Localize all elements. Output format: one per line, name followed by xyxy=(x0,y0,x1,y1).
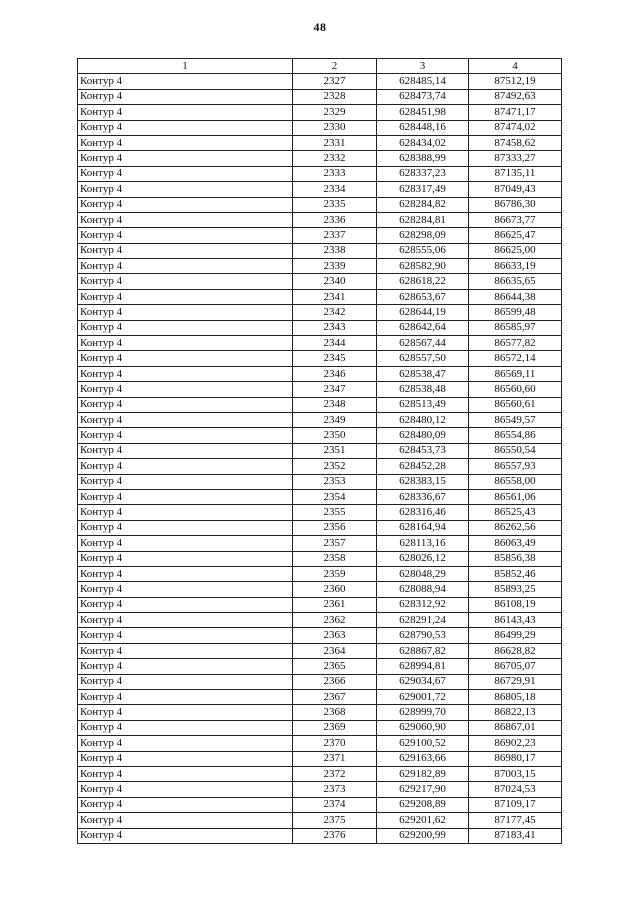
y-coordinate-cell: 86560,60 xyxy=(469,382,562,397)
x-coordinate-cell: 628618,22 xyxy=(377,274,469,289)
x-coordinate-cell: 628653,67 xyxy=(377,289,469,304)
column-header-2: 2 xyxy=(293,59,377,74)
y-coordinate-cell: 87333,27 xyxy=(469,151,562,166)
x-coordinate-cell: 628451,98 xyxy=(377,105,469,120)
table-row xyxy=(78,382,562,397)
contour-name-cell: Контур 4 xyxy=(78,166,293,181)
x-coordinate-cell: 628337,23 xyxy=(377,166,469,181)
x-coordinate-cell: 628383,15 xyxy=(377,474,469,489)
table-header xyxy=(78,59,562,74)
column-header-4: 4 xyxy=(469,59,562,74)
point-number-cell: 2350 xyxy=(293,428,377,443)
contour-name-cell: Контур 4 xyxy=(78,520,293,535)
contour-name-cell: Контур 4 xyxy=(78,351,293,366)
table-row xyxy=(78,659,562,674)
x-coordinate-cell: 628538,47 xyxy=(377,366,469,381)
y-coordinate-cell: 86108,19 xyxy=(469,597,562,612)
contour-name-cell: Контур 4 xyxy=(78,566,293,581)
x-coordinate-cell: 628480,09 xyxy=(377,428,469,443)
x-coordinate-cell: 628867,82 xyxy=(377,643,469,658)
y-coordinate-cell: 86525,43 xyxy=(469,505,562,520)
table-row xyxy=(78,751,562,766)
point-number-cell: 2369 xyxy=(293,720,377,735)
contour-name-cell: Контур 4 xyxy=(78,274,293,289)
y-coordinate-cell: 86673,77 xyxy=(469,212,562,227)
y-coordinate-cell: 86729,91 xyxy=(469,674,562,689)
contour-name-cell: Контур 4 xyxy=(78,412,293,427)
x-coordinate-cell: 629182,89 xyxy=(377,766,469,781)
point-number-cell: 2344 xyxy=(293,336,377,351)
table-row xyxy=(78,166,562,181)
point-number-cell: 2347 xyxy=(293,382,377,397)
point-number-cell: 2330 xyxy=(293,120,377,135)
contour-name-cell: Контур 4 xyxy=(78,443,293,458)
y-coordinate-cell: 86644,38 xyxy=(469,289,562,304)
contour-name-cell: Контур 4 xyxy=(78,320,293,335)
point-number-cell: 2329 xyxy=(293,105,377,120)
point-number-cell: 2352 xyxy=(293,459,377,474)
point-number-cell: 2376 xyxy=(293,828,377,843)
y-coordinate-cell: 86822,13 xyxy=(469,705,562,720)
x-coordinate-cell: 628790,53 xyxy=(377,628,469,643)
contour-name-cell: Контур 4 xyxy=(78,736,293,751)
contour-name-cell: Контур 4 xyxy=(78,120,293,135)
contour-name-cell: Контур 4 xyxy=(78,135,293,150)
x-coordinate-cell: 628582,90 xyxy=(377,259,469,274)
point-number-cell: 2355 xyxy=(293,505,377,520)
y-coordinate-cell: 86560,61 xyxy=(469,397,562,412)
point-number-cell: 2371 xyxy=(293,751,377,766)
point-number-cell: 2359 xyxy=(293,566,377,581)
point-number-cell: 2332 xyxy=(293,151,377,166)
point-number-cell: 2349 xyxy=(293,412,377,427)
contour-name-cell: Контур 4 xyxy=(78,597,293,612)
point-number-cell: 2328 xyxy=(293,89,377,104)
y-coordinate-cell: 86805,18 xyxy=(469,690,562,705)
y-coordinate-cell: 87471,17 xyxy=(469,105,562,120)
contour-name-cell: Контур 4 xyxy=(78,628,293,643)
x-coordinate-cell: 628480,12 xyxy=(377,412,469,427)
x-coordinate-cell: 628994,81 xyxy=(377,659,469,674)
x-coordinate-cell: 628284,82 xyxy=(377,197,469,212)
column-header-3: 3 xyxy=(377,59,469,74)
x-coordinate-cell: 628113,16 xyxy=(377,536,469,551)
y-coordinate-cell: 86625,47 xyxy=(469,228,562,243)
point-number-cell: 2338 xyxy=(293,243,377,258)
page-number: 48 xyxy=(313,20,327,34)
contour-name-cell: Контур 4 xyxy=(78,766,293,781)
y-coordinate-cell: 86063,49 xyxy=(469,536,562,551)
table-row xyxy=(78,274,562,289)
y-coordinate-cell: 86625,00 xyxy=(469,243,562,258)
table-row xyxy=(78,828,562,843)
point-number-cell: 2337 xyxy=(293,228,377,243)
y-coordinate-cell: 87474,02 xyxy=(469,120,562,135)
y-coordinate-cell: 87183,41 xyxy=(469,828,562,843)
point-number-cell: 2342 xyxy=(293,305,377,320)
x-coordinate-cell: 628336,67 xyxy=(377,489,469,504)
point-number-cell: 2373 xyxy=(293,782,377,797)
point-number-cell: 2340 xyxy=(293,274,377,289)
contour-name-cell: Контур 4 xyxy=(78,474,293,489)
contour-name-cell: Контур 4 xyxy=(78,397,293,412)
y-coordinate-cell: 86569,11 xyxy=(469,366,562,381)
table-row xyxy=(78,320,562,335)
x-coordinate-cell: 628317,49 xyxy=(377,182,469,197)
contour-name-cell: Контур 4 xyxy=(78,659,293,674)
contour-name-cell: Контур 4 xyxy=(78,536,293,551)
x-coordinate-cell: 628567,44 xyxy=(377,336,469,351)
table-row xyxy=(78,505,562,520)
contour-name-cell: Контур 4 xyxy=(78,551,293,566)
table-row xyxy=(78,813,562,828)
x-coordinate-cell: 629163,66 xyxy=(377,751,469,766)
x-coordinate-cell: 629034,67 xyxy=(377,674,469,689)
point-number-cell: 2374 xyxy=(293,797,377,812)
y-coordinate-cell: 85893,25 xyxy=(469,582,562,597)
point-number-cell: 2339 xyxy=(293,259,377,274)
x-coordinate-cell: 628164,94 xyxy=(377,520,469,535)
x-coordinate-cell: 628999,70 xyxy=(377,705,469,720)
x-coordinate-cell: 628557,50 xyxy=(377,351,469,366)
point-number-cell: 2363 xyxy=(293,628,377,643)
y-coordinate-cell: 86635,65 xyxy=(469,274,562,289)
contour-name-cell: Контур 4 xyxy=(78,259,293,274)
table-row xyxy=(78,305,562,320)
contour-name-cell: Контур 4 xyxy=(78,582,293,597)
x-coordinate-cell: 628284,81 xyxy=(377,212,469,227)
table-row xyxy=(78,412,562,427)
table-row xyxy=(78,551,562,566)
y-coordinate-cell: 87135,11 xyxy=(469,166,562,181)
point-number-cell: 2362 xyxy=(293,613,377,628)
table-row xyxy=(78,74,562,89)
table-row xyxy=(78,89,562,104)
y-coordinate-cell: 86558,00 xyxy=(469,474,562,489)
y-coordinate-cell: 87177,45 xyxy=(469,813,562,828)
contour-name-cell: Контур 4 xyxy=(78,705,293,720)
y-coordinate-cell: 85856,38 xyxy=(469,551,562,566)
y-coordinate-cell: 86577,82 xyxy=(469,336,562,351)
table-row xyxy=(78,443,562,458)
x-coordinate-cell: 629217,90 xyxy=(377,782,469,797)
contour-name-cell: Контур 4 xyxy=(78,243,293,258)
contour-name-cell: Контур 4 xyxy=(78,813,293,828)
x-coordinate-cell: 628452,28 xyxy=(377,459,469,474)
contour-name-cell: Контур 4 xyxy=(78,459,293,474)
x-coordinate-cell: 628298,09 xyxy=(377,228,469,243)
x-coordinate-cell: 629201,62 xyxy=(377,813,469,828)
x-coordinate-cell: 628538,48 xyxy=(377,382,469,397)
x-coordinate-cell: 629060,90 xyxy=(377,720,469,735)
y-coordinate-cell: 87003,15 xyxy=(469,766,562,781)
y-coordinate-cell: 86980,17 xyxy=(469,751,562,766)
table-row xyxy=(78,736,562,751)
x-coordinate-cell: 628088,94 xyxy=(377,582,469,597)
y-coordinate-cell: 86628,82 xyxy=(469,643,562,658)
x-coordinate-cell: 628291,24 xyxy=(377,613,469,628)
x-coordinate-cell: 628026,12 xyxy=(377,551,469,566)
point-number-cell: 2372 xyxy=(293,766,377,781)
table-row xyxy=(78,628,562,643)
y-coordinate-cell: 86585,97 xyxy=(469,320,562,335)
contour-name-cell: Контур 4 xyxy=(78,105,293,120)
table-row xyxy=(78,151,562,166)
table-row xyxy=(78,397,562,412)
contour-name-cell: Контур 4 xyxy=(78,151,293,166)
y-coordinate-cell: 87109,17 xyxy=(469,797,562,812)
point-number-cell: 2364 xyxy=(293,643,377,658)
table-row xyxy=(78,705,562,720)
table-row xyxy=(78,674,562,689)
point-number-cell: 2331 xyxy=(293,135,377,150)
point-number-cell: 2375 xyxy=(293,813,377,828)
table-row xyxy=(78,105,562,120)
contour-name-cell: Контур 4 xyxy=(78,613,293,628)
table-row xyxy=(78,720,562,735)
point-number-cell: 2346 xyxy=(293,366,377,381)
point-number-cell: 2367 xyxy=(293,690,377,705)
x-coordinate-cell: 629100,52 xyxy=(377,736,469,751)
contour-name-cell: Контур 4 xyxy=(78,382,293,397)
table-row xyxy=(78,120,562,135)
table-row xyxy=(78,336,562,351)
y-coordinate-cell: 86599,48 xyxy=(469,305,562,320)
contour-name-cell: Контур 4 xyxy=(78,782,293,797)
point-number-cell: 2334 xyxy=(293,182,377,197)
x-coordinate-cell: 629200,99 xyxy=(377,828,469,843)
point-number-cell: 2336 xyxy=(293,212,377,227)
y-coordinate-cell: 87024,53 xyxy=(469,782,562,797)
table-row xyxy=(78,474,562,489)
table-body xyxy=(78,74,562,844)
y-coordinate-cell: 86554,86 xyxy=(469,428,562,443)
y-coordinate-cell: 87512,19 xyxy=(469,74,562,89)
y-coordinate-cell: 86499,29 xyxy=(469,628,562,643)
x-coordinate-cell: 629001,72 xyxy=(377,690,469,705)
table-row xyxy=(78,428,562,443)
point-number-cell: 2370 xyxy=(293,736,377,751)
point-number-cell: 2360 xyxy=(293,582,377,597)
y-coordinate-cell: 85852,46 xyxy=(469,566,562,581)
contour-name-cell: Контур 4 xyxy=(78,797,293,812)
contour-name-cell: Контур 4 xyxy=(78,89,293,104)
point-number-cell: 2327 xyxy=(293,74,377,89)
contour-name-cell: Контур 4 xyxy=(78,690,293,705)
y-coordinate-cell: 86549,57 xyxy=(469,412,562,427)
table-row xyxy=(78,766,562,781)
contour-name-cell: Контур 4 xyxy=(78,366,293,381)
table-row xyxy=(78,690,562,705)
y-coordinate-cell: 86867,01 xyxy=(469,720,562,735)
y-coordinate-cell: 87049,43 xyxy=(469,182,562,197)
x-coordinate-cell: 628434,02 xyxy=(377,135,469,150)
point-number-cell: 2351 xyxy=(293,443,377,458)
point-number-cell: 2348 xyxy=(293,397,377,412)
point-number-cell: 2361 xyxy=(293,597,377,612)
x-coordinate-cell: 628485,14 xyxy=(377,74,469,89)
table-row xyxy=(78,197,562,212)
x-coordinate-cell: 628513,49 xyxy=(377,397,469,412)
y-coordinate-cell: 86262,56 xyxy=(469,520,562,535)
contour-name-cell: Контур 4 xyxy=(78,289,293,304)
table-row xyxy=(78,459,562,474)
y-coordinate-cell: 86786,30 xyxy=(469,197,562,212)
y-coordinate-cell: 86902,23 xyxy=(469,736,562,751)
x-coordinate-cell: 628642,64 xyxy=(377,320,469,335)
contour-name-cell: Контур 4 xyxy=(78,228,293,243)
x-coordinate-cell: 629208,89 xyxy=(377,797,469,812)
y-coordinate-cell: 86561,06 xyxy=(469,489,562,504)
point-number-cell: 2368 xyxy=(293,705,377,720)
y-coordinate-cell: 86143,43 xyxy=(469,613,562,628)
x-coordinate-cell: 628448,16 xyxy=(377,120,469,135)
contour-name-cell: Контур 4 xyxy=(78,828,293,843)
table-row xyxy=(78,135,562,150)
x-coordinate-cell: 628644,19 xyxy=(377,305,469,320)
x-coordinate-cell: 628555,06 xyxy=(377,243,469,258)
point-number-cell: 2353 xyxy=(293,474,377,489)
x-coordinate-cell: 628388,99 xyxy=(377,151,469,166)
y-coordinate-cell: 86705,07 xyxy=(469,659,562,674)
x-coordinate-cell: 628453,73 xyxy=(377,443,469,458)
table-row xyxy=(78,212,562,227)
point-number-cell: 2358 xyxy=(293,551,377,566)
contour-name-cell: Контур 4 xyxy=(78,182,293,197)
y-coordinate-cell: 87458,62 xyxy=(469,135,562,150)
contour-name-cell: Контур 4 xyxy=(78,197,293,212)
contour-name-cell: Контур 4 xyxy=(78,505,293,520)
table-row xyxy=(78,582,562,597)
contour-name-cell: Контур 4 xyxy=(78,751,293,766)
table-row xyxy=(78,182,562,197)
table-row xyxy=(78,797,562,812)
column-header-1: 1 xyxy=(78,59,293,74)
y-coordinate-cell: 86557,93 xyxy=(469,459,562,474)
contour-name-cell: Контур 4 xyxy=(78,74,293,89)
y-coordinate-cell: 86572,14 xyxy=(469,351,562,366)
y-coordinate-cell: 86550,54 xyxy=(469,443,562,458)
point-number-cell: 2343 xyxy=(293,320,377,335)
table-row xyxy=(78,259,562,274)
point-number-cell: 2366 xyxy=(293,674,377,689)
table-row xyxy=(78,489,562,504)
header-row xyxy=(78,59,562,74)
table-row xyxy=(78,351,562,366)
coordinates-table xyxy=(77,58,562,844)
contour-name-cell: Контур 4 xyxy=(78,489,293,504)
point-number-cell: 2354 xyxy=(293,489,377,504)
point-number-cell: 2365 xyxy=(293,659,377,674)
table-row xyxy=(78,289,562,304)
point-number-cell: 2345 xyxy=(293,351,377,366)
contour-name-cell: Контур 4 xyxy=(78,305,293,320)
table-row xyxy=(78,566,562,581)
x-coordinate-cell: 628048,29 xyxy=(377,566,469,581)
contour-name-cell: Контур 4 xyxy=(78,643,293,658)
table-row xyxy=(78,520,562,535)
table-row xyxy=(78,782,562,797)
point-number-cell: 2335 xyxy=(293,197,377,212)
x-coordinate-cell: 628312,92 xyxy=(377,597,469,612)
table-row xyxy=(78,613,562,628)
point-number-cell: 2357 xyxy=(293,536,377,551)
x-coordinate-cell: 628473,74 xyxy=(377,89,469,104)
y-coordinate-cell: 86633,19 xyxy=(469,259,562,274)
point-number-cell: 2341 xyxy=(293,289,377,304)
contour-name-cell: Контур 4 xyxy=(78,336,293,351)
contour-name-cell: Контур 4 xyxy=(78,674,293,689)
table-row xyxy=(78,228,562,243)
table-row xyxy=(78,243,562,258)
table-row xyxy=(78,597,562,612)
point-number-cell: 2356 xyxy=(293,520,377,535)
table-row xyxy=(78,536,562,551)
contour-name-cell: Контур 4 xyxy=(78,212,293,227)
table-row xyxy=(78,366,562,381)
contour-name-cell: Контур 4 xyxy=(78,428,293,443)
y-coordinate-cell: 87492,63 xyxy=(469,89,562,104)
x-coordinate-cell: 628316,46 xyxy=(377,505,469,520)
contour-name-cell: Контур 4 xyxy=(78,720,293,735)
table-row xyxy=(78,643,562,658)
point-number-cell: 2333 xyxy=(293,166,377,181)
